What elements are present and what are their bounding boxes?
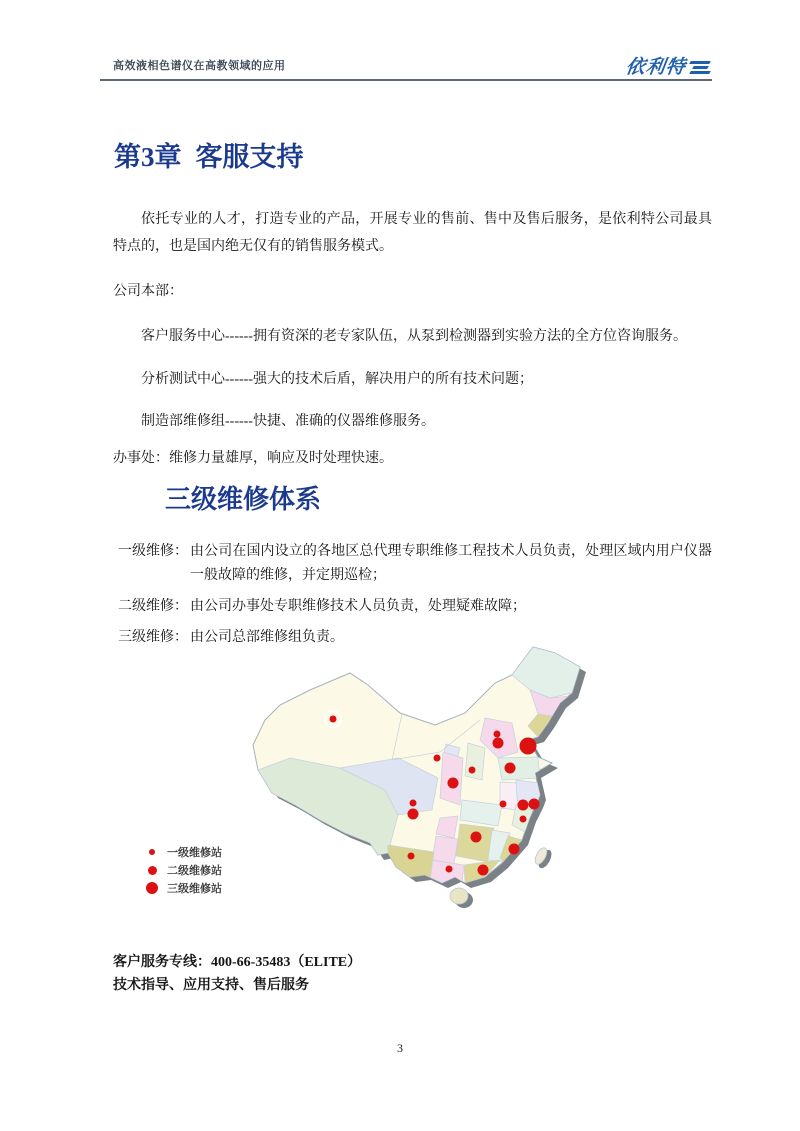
level-2-text: 由公司办事处专职维修技术人员负责，处理疑难故障；	[190, 599, 526, 614]
map-legend	[146, 843, 222, 897]
hotline-line: 客户服务专线：400-66-35483（ELITE）	[113, 955, 362, 970]
legend-label: 二级维修站	[167, 865, 222, 877]
hq-item-customer-service: 客户服务中心------拥有资深的老专家队伍，从泵到检测器到实验方法的全方位咨询服务。	[141, 329, 687, 344]
level-1-row	[118, 540, 712, 588]
repair-station-dot-medium	[529, 799, 540, 810]
legend-dot-large	[146, 882, 158, 894]
legend-dot-small	[149, 849, 155, 855]
header-title: 高效液相色谱仪在高教领域的应用	[113, 60, 286, 72]
repair-station-dot-medium	[478, 865, 489, 876]
hq-item-repair-group: 制造部维修组------快捷、准确的仪器维修服务。	[141, 414, 435, 429]
legend-row-3	[146, 879, 222, 897]
chapter-number: 第3章	[114, 142, 182, 172]
repair-station-dot-large	[520, 738, 537, 755]
repair-station-dot-small	[408, 853, 415, 860]
repair-station-dot-small	[469, 767, 476, 774]
repair-station-dot-small	[494, 731, 501, 738]
level-1-text: 由公司在国内设立的各地区总代理专职维修工程技术人员负责，处理区域内用户仪器一般故障的维修，并定期巡检；	[190, 544, 712, 583]
page-number: 3	[397, 1041, 403, 1055]
repair-levels	[118, 540, 712, 650]
level-3-label: 三级维修：	[118, 630, 188, 645]
logo-bars-icon	[690, 61, 710, 74]
repair-station-dot-small	[410, 800, 417, 807]
legend-row-1	[146, 843, 222, 861]
services-line: 技术指导、应用支持、售后服务	[113, 978, 309, 993]
logo-text: 依利特	[624, 56, 688, 78]
repair-station-dot-medium	[509, 844, 520, 855]
repair-station-dot-small	[330, 716, 337, 723]
legend-label: 三级维修站	[167, 883, 222, 895]
company-logo	[606, 52, 710, 78]
repair-station-dot-medium	[505, 763, 516, 774]
level-3-text: 由公司总部维修组负责。	[190, 630, 344, 645]
repair-station-dot-small	[434, 755, 441, 762]
header-divider	[100, 79, 712, 81]
chapter-heading	[114, 135, 304, 174]
hainan-island	[450, 888, 468, 904]
repair-station-dot-medium	[518, 800, 529, 811]
repair-station-dot-medium	[493, 738, 504, 749]
repair-station-dot-small	[446, 866, 453, 873]
repair-station-dot-small	[520, 816, 527, 823]
chapter-title: 客服支持	[195, 142, 304, 172]
repair-station-dot-medium	[408, 809, 419, 820]
office-line: 办事处：维修力量雄厚，响应及时处理快速。	[113, 451, 393, 466]
level-1-label: 一级维修：	[118, 544, 188, 559]
intro-paragraph: 依托专业的人才，打造专业的产品，开展专业的售前、售中及售后服务，是依利特公司最具特点的，也是国内绝无仅有的销售服务模式。	[113, 212, 712, 254]
section-heading: 三级维修体系	[165, 485, 322, 514]
hq-item-analysis-center: 分析测试中心------强大的技术后盾，解决用户的所有技术问题；	[141, 372, 533, 387]
legend-dot-medium	[148, 866, 157, 875]
hq-label: 公司本部：	[113, 284, 183, 299]
repair-station-dot-small	[500, 801, 507, 808]
level-2-label: 二级维修：	[118, 599, 188, 614]
repair-station-dot-medium	[448, 778, 459, 789]
legend-row-2	[146, 861, 222, 879]
legend-label: 一级维修站	[167, 847, 222, 859]
level-2-row	[118, 595, 712, 619]
repair-station-dot-medium	[471, 832, 482, 843]
